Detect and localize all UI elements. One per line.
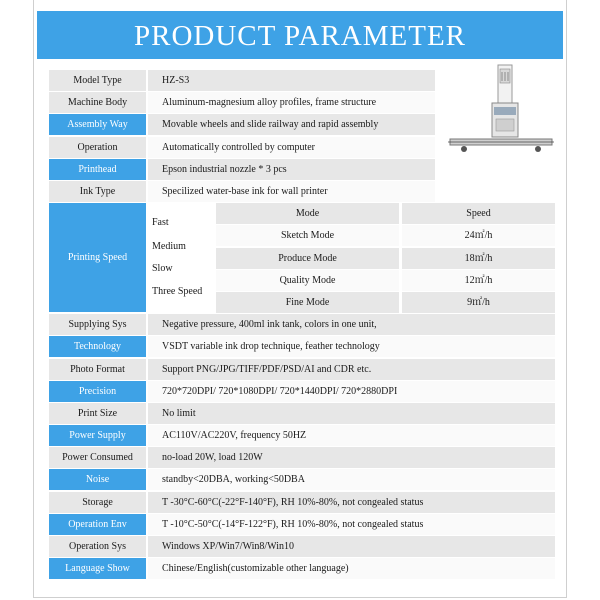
row-value: 720*720DPI/ 720*1080DPI/ 720*1440DPI/ 720*2880DPI [148, 381, 555, 402]
row-value: T -10°C-50°C(-14°F-122°F), RH 10%-80%, not congealed status [148, 514, 555, 535]
table-row [49, 92, 555, 114]
row-label: Photo Format [49, 359, 146, 380]
row-value: Windows XP/Win7/Win8/Win10 [148, 536, 555, 557]
row-value: Movable wheels and slide railway and rapid assembly [148, 114, 435, 135]
row-value: Automatically controlled by computer [148, 137, 435, 158]
speed-subtable [216, 203, 555, 314]
speed-cell: 12㎡/h [402, 270, 555, 291]
table-row [49, 469, 555, 491]
row-label: Storage [49, 492, 146, 513]
row-label: Technology [49, 336, 146, 357]
table-row [49, 536, 555, 558]
mode-cell: Quality Mode [216, 270, 399, 291]
speed-level: Slow [152, 263, 173, 275]
row-value: Epson industrial nozzle * 3 pcs [148, 159, 435, 180]
table-row [49, 447, 555, 469]
row-value: Aluminum-magnesium alloy profiles, frame structure [148, 92, 435, 113]
speed-levels [148, 203, 216, 312]
speed-cell: 18㎡/h [402, 248, 555, 269]
row-value: No limit [148, 403, 555, 424]
speed-level: Three Speed [152, 286, 203, 298]
row-label: Print Size [49, 403, 146, 424]
row-value: HZ-S3 [148, 70, 435, 91]
table-row [49, 314, 555, 336]
speed-level: Fast [152, 217, 169, 229]
row-label: Ink Type [49, 181, 146, 202]
table-row [49, 159, 555, 181]
table-row [49, 381, 555, 403]
row-label: Printing Speed [49, 203, 146, 312]
row-label: Precision [49, 381, 146, 402]
table-row [49, 425, 555, 447]
row-value: AC110V/AC220V, frequency 50HZ [148, 425, 555, 446]
table-row [49, 181, 555, 203]
speed-cell: 9㎡/h [402, 292, 555, 313]
row-value: Chinese/English(customizable other language) [148, 558, 555, 579]
row-value: Specilized water-base ink for wall printer [148, 181, 435, 202]
mode-cell: Produce Mode [216, 248, 399, 269]
row-label: Printhead [49, 159, 146, 180]
row-value: VSDT variable ink drop technique, feather technology [148, 336, 555, 357]
row-label: Assembly Way [49, 114, 146, 135]
speed-level: Medium [152, 241, 186, 253]
table-row [49, 403, 555, 425]
page-title: PRODUCT PARAMETER [37, 11, 563, 59]
mode-cell: Fine Mode [216, 292, 399, 313]
row-label: Power Consumed [49, 447, 146, 468]
table-row [49, 114, 555, 136]
table-row [49, 558, 555, 580]
mode-header: Mode [216, 203, 399, 224]
table-row [49, 137, 555, 159]
speed-cell: 24㎡/h [402, 225, 555, 246]
row-label: Noise [49, 469, 146, 490]
row-value: no-load 20W, load 120W [148, 447, 555, 468]
row-label: Operation Env [49, 514, 146, 535]
row-label: Supplying Sys [49, 314, 146, 335]
row-value: standby<20DBA, working<50DBA [148, 469, 555, 490]
row-label: Machine Body [49, 92, 146, 113]
row-label: Model Type [49, 70, 146, 91]
row-value: Support PNG/JPG/TIFF/PDF/PSD/AI and CDR etc. [148, 359, 555, 380]
speed-header: Speed [402, 203, 555, 224]
table-row [49, 336, 555, 358]
row-label: Operation [49, 137, 146, 158]
table-row [49, 359, 555, 381]
row-label: Operation Sys [49, 536, 146, 557]
mode-cell: Sketch Mode [216, 225, 399, 246]
row-label: Power Supply [49, 425, 146, 446]
printing-speed-row [49, 203, 555, 314]
row-label: Language Show [49, 558, 146, 579]
table-row [49, 70, 555, 92]
table-row [49, 514, 555, 536]
row-value: T -30°C-60°C(-22°F-140°F), RH 10%-80%, not congealed status [148, 492, 555, 513]
parameter-table [49, 70, 555, 580]
table-row [49, 492, 555, 514]
row-value: Negative pressure, 400ml ink tank, colors in one unit, [148, 314, 555, 335]
